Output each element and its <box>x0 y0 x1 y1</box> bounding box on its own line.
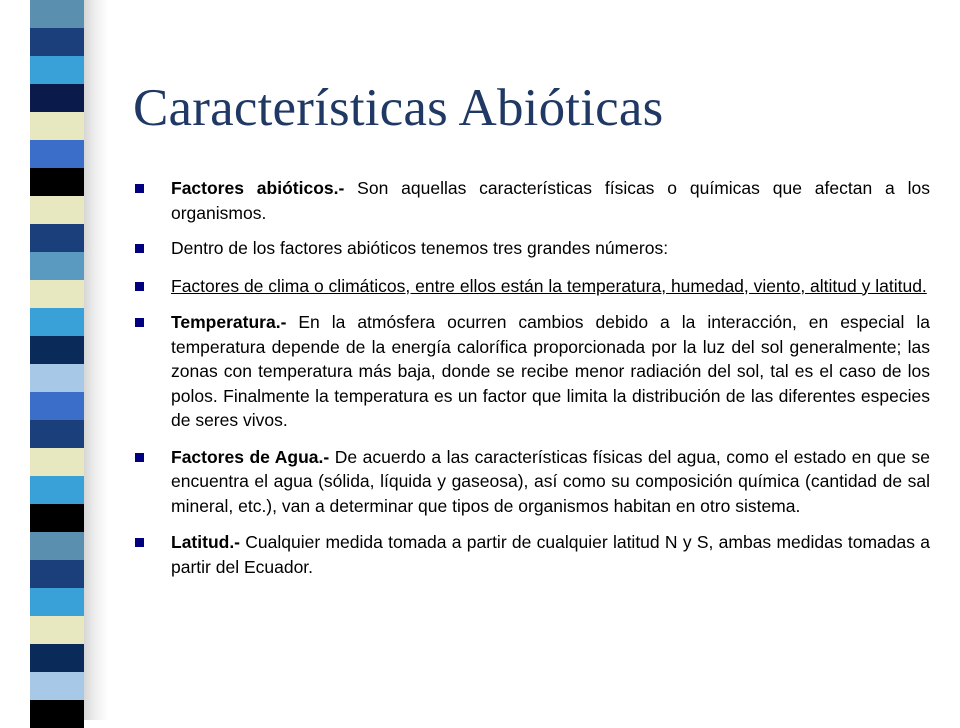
stripe-segment <box>30 336 84 364</box>
stripe-segment <box>30 56 84 84</box>
stripe-segment <box>30 224 84 252</box>
stripe-segment <box>30 476 84 504</box>
stripe-segment <box>30 420 84 448</box>
bullet-square-icon <box>135 453 144 462</box>
bullet-item-latitud <box>133 530 930 579</box>
bullet-square-icon <box>135 184 144 193</box>
stripe-segment <box>30 280 84 308</box>
stripe-segment <box>30 168 84 196</box>
bullet-square-icon <box>135 538 144 547</box>
bullet-square-icon <box>135 318 144 327</box>
bullet-item-clima <box>133 274 930 299</box>
stripe-segment <box>30 196 84 224</box>
bullet-text: Son aquellas características físicas o químicas que afectan a los organismos. <box>171 178 930 223</box>
stripe-segment <box>30 308 84 336</box>
stripe-segment <box>30 672 84 700</box>
bullet-text: En la atmósfera ocurren cambios debido a la interacción, en especial la temperatura depende de la energía calorífica proporcionada por la luz del sol generalmente; las zonas con temperatura más baja, donde se recibe menor radiación del sol, tal es el caso de los polos. Finalmente la temperatura es un factor que limita la distribución de las diferentes especies de seres vivos. <box>171 312 930 430</box>
bullet-list <box>133 176 930 589</box>
bullet-item-factores-abioticos <box>133 176 930 225</box>
bullet-lead: Temperatura.- <box>171 312 287 332</box>
bullet-text: De acuerdo a las características físicas del agua, como el estado en que se encuentra el agua (sólida, líquida y gaseosa), así como su composición química (cantidad de sal mineral, etc.), van a determinar que tipos de organismos habitan en otro sistema. <box>171 446 930 516</box>
stripe-segment <box>30 644 84 672</box>
stripe-segment <box>30 364 84 392</box>
stripe-segment <box>30 28 84 56</box>
stripe-segment <box>30 0 84 28</box>
bullet-text: Dentro de los factores abióticos tenemos tres grandes números: <box>171 238 669 258</box>
stripe-fade <box>84 0 108 720</box>
stripe-segment <box>30 532 84 560</box>
stripe-segment <box>30 616 84 644</box>
stripe-segment <box>30 252 84 280</box>
slide-title: Características Abióticas <box>133 79 664 137</box>
bullet-lead: Factores de Agua.- <box>171 446 330 467</box>
bullet-square-icon <box>135 282 144 291</box>
bullet-item-dentro <box>133 236 930 261</box>
stripe-segment <box>30 392 84 420</box>
bullet-square-icon <box>135 244 144 253</box>
stripe-segment <box>30 560 84 588</box>
stripe-segment <box>30 700 84 728</box>
stripe-segment <box>30 588 84 616</box>
stripe-segment <box>30 504 84 532</box>
bullet-text: Cualquier medida tomada a partir de cualquier latitud N y S, ambas medidas tomadas a partir del Ecuador. <box>171 532 930 577</box>
stripe-segment <box>30 112 84 140</box>
decorative-stripe-bar <box>0 0 108 720</box>
bullet-item-temperatura <box>133 310 930 433</box>
bullet-item-agua <box>133 445 930 519</box>
stripe-segment <box>30 84 84 112</box>
stripe-segment <box>30 140 84 168</box>
bullet-text-underlined: Factores de clima o climáticos, entre ellos están la temperatura, humedad, viento, altitud y latitud. <box>171 275 927 296</box>
stripe-segment <box>30 448 84 476</box>
bullet-lead: Latitud.- <box>171 532 241 552</box>
bullet-lead: Factores abióticos.- <box>171 178 345 198</box>
stripe-column <box>30 0 84 720</box>
